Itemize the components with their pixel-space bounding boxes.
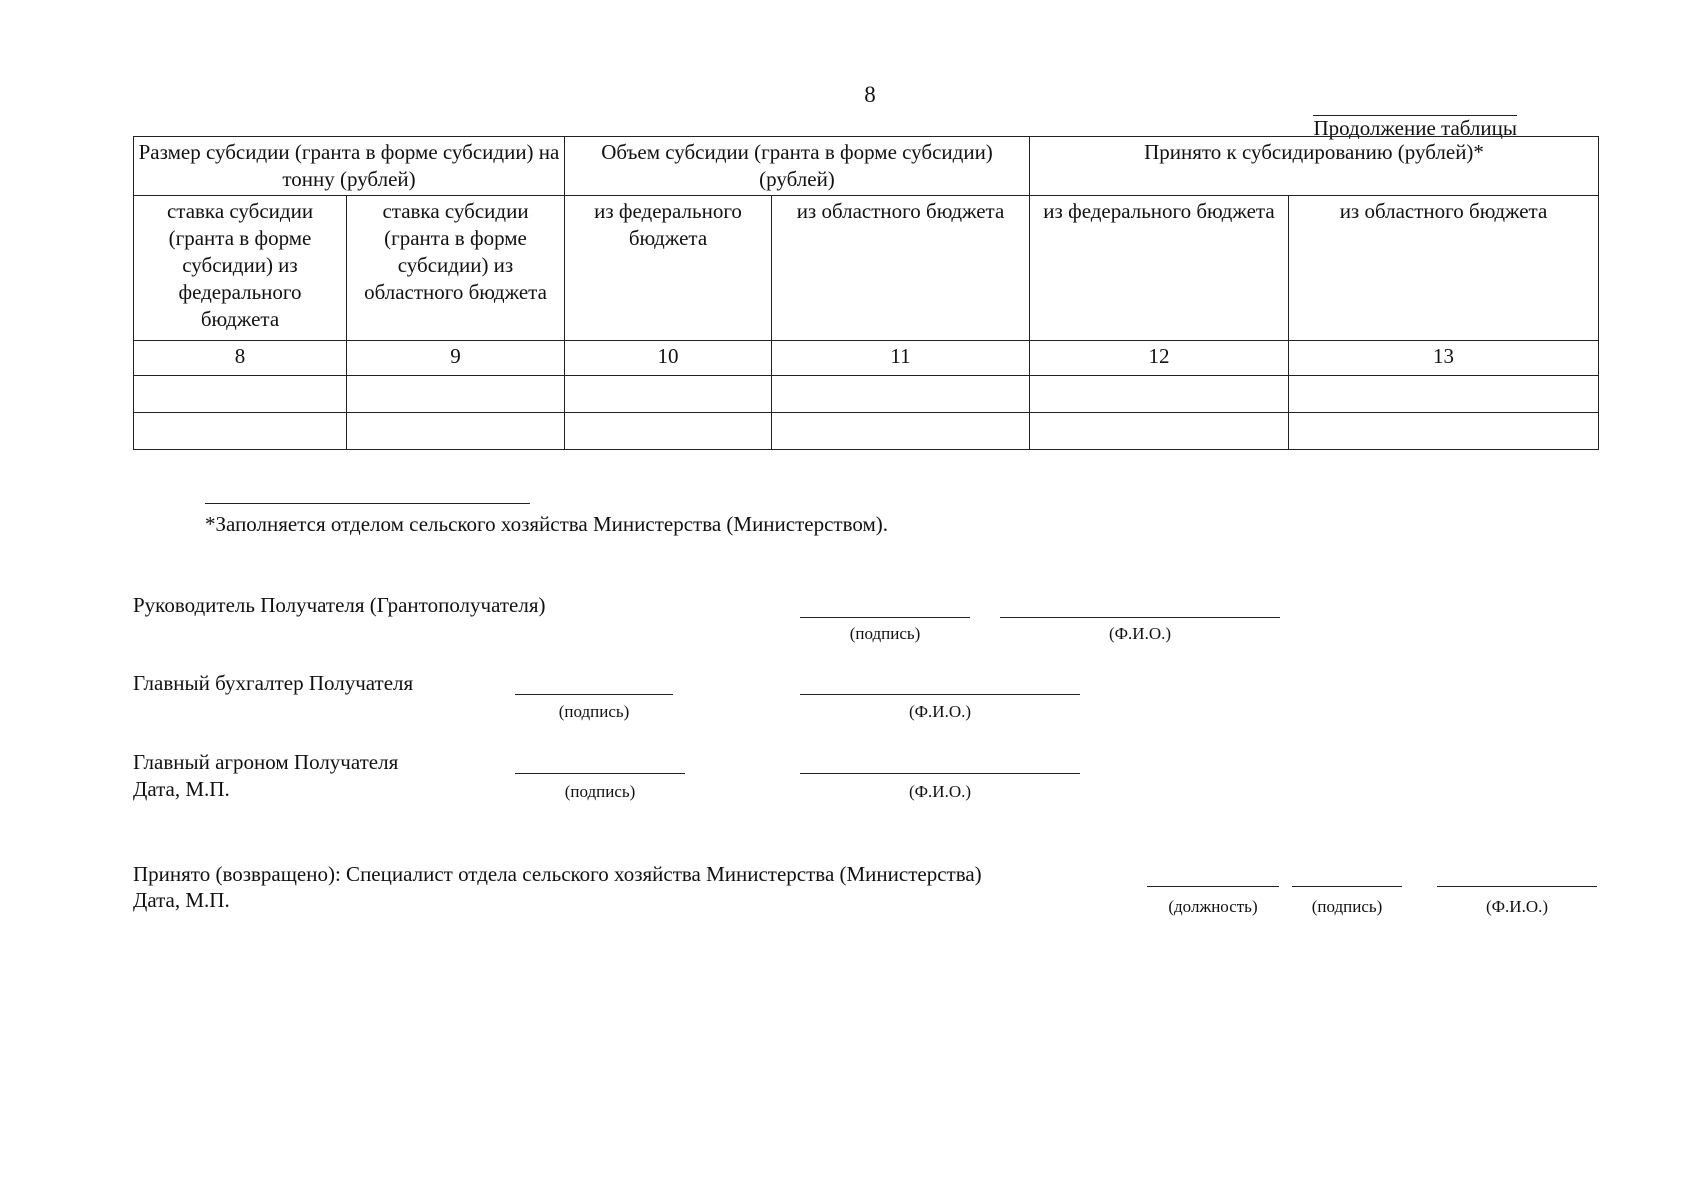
group-header-volume: Объем субсидии (гранта в форме субсидии) (рублей)	[565, 137, 1030, 196]
accepted-date: Дата, М.П.	[133, 888, 230, 912]
table-cell[interactable]	[1289, 413, 1599, 450]
table-cell[interactable]	[1030, 376, 1289, 413]
table-cell[interactable]	[347, 376, 565, 413]
accepted-name-line[interactable]	[1437, 886, 1597, 887]
accountant-name-caption: (Ф.И.О.)	[908, 702, 972, 721]
table-group-header-row	[134, 137, 1599, 196]
agronomist-sign-caption: (подпись)	[564, 782, 636, 801]
column-number: 10	[565, 341, 772, 376]
accountant-name-line[interactable]	[800, 694, 1080, 695]
accepted-sign-caption: (подпись)	[1311, 897, 1383, 916]
agronomist-signature-line[interactable]	[515, 773, 685, 774]
subheader-rate-federal: ставка субсидии (гранта в форме субсидии) из федерального бюджета	[134, 196, 347, 341]
column-number: 12	[1030, 341, 1289, 376]
column-number: 13	[1289, 341, 1599, 376]
group-header-accepted: Принято к субсидированию (рублей)*	[1030, 137, 1599, 196]
agronomist-name-line[interactable]	[800, 773, 1080, 774]
subheader-volume-federal: из федерального бюджета	[565, 196, 772, 341]
head-sign-caption: (подпись)	[849, 624, 921, 643]
accountant-signature-line[interactable]	[515, 694, 673, 695]
table-cell[interactable]	[565, 413, 772, 450]
table-cell[interactable]	[1289, 376, 1599, 413]
table-cell[interactable]	[565, 376, 772, 413]
accepted-position-line[interactable]	[1147, 886, 1279, 887]
agronomist-date: Дата, М.П.	[133, 777, 230, 801]
subheader-volume-regional: из областного бюджета	[772, 196, 1030, 341]
table-cell[interactable]	[772, 413, 1030, 450]
accountant-sign-caption: (подпись)	[558, 702, 630, 721]
column-number: 9	[347, 341, 565, 376]
group-header-rate: Размер субсидии (гранта в форме субсидии) на тонну (рублей)	[134, 137, 565, 196]
table-cell[interactable]	[134, 413, 347, 450]
continuation-text: Продолжение таблицы	[1313, 116, 1517, 140]
table-row	[134, 413, 1599, 450]
head-name-caption: (Ф.И.О.)	[1108, 624, 1172, 643]
table-row	[134, 376, 1599, 413]
head-signature-line[interactable]	[800, 617, 970, 618]
accepted-position-caption: (должность)	[1168, 897, 1258, 916]
head-title: Руководитель Получателя (Грантополучателя)	[133, 593, 546, 617]
agronomist-title: Главный агроном Получателя	[133, 750, 399, 774]
subheader-accepted-regional: из областного бюджета	[1289, 196, 1599, 341]
column-number: 11	[772, 341, 1030, 376]
table-cell[interactable]	[134, 376, 347, 413]
agronomist-name-caption: (Ф.И.О.)	[908, 782, 972, 801]
accepted-signature-line[interactable]	[1292, 886, 1402, 887]
footnote-separator	[205, 503, 530, 504]
table-cell[interactable]	[772, 376, 1030, 413]
table-subheader-row	[134, 196, 1599, 341]
subheader-rate-regional: ставка субсидии (гранта в форме субсидии) из областного бюджета	[347, 196, 565, 341]
accountant-title: Главный бухгалтер Получателя	[133, 671, 414, 695]
page-number: 8	[864, 82, 876, 107]
column-number: 8	[134, 341, 347, 376]
accepted-name-caption: (Ф.И.О.)	[1485, 897, 1549, 916]
table-cell[interactable]	[347, 413, 565, 450]
footnote: *Заполняется отделом сельского хозяйства Министерства (Министерством).	[205, 512, 889, 536]
column-number-row	[134, 341, 1599, 376]
subsidy-table	[133, 136, 1599, 450]
head-name-line[interactable]	[1000, 617, 1280, 618]
accepted-title: Принято (возвращено): Специалист отдела сельского хозяйства Министерства (Министерства)	[133, 862, 982, 886]
table-cell[interactable]	[1030, 413, 1289, 450]
subheader-accepted-federal: из федерального бюджета	[1030, 196, 1289, 341]
